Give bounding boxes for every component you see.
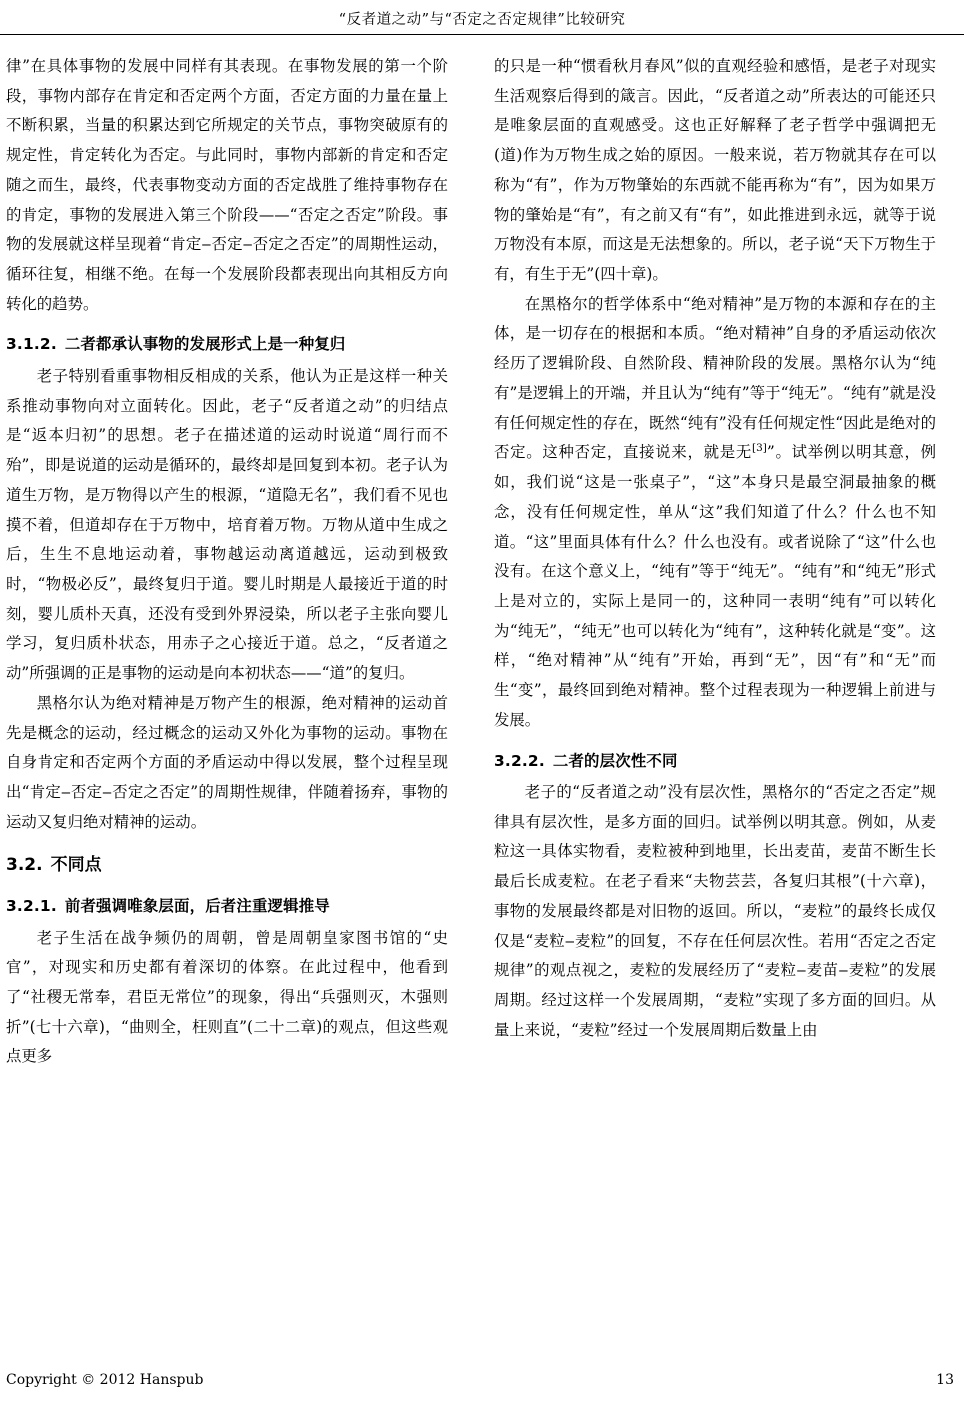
heading-3-2-2-title: 二者的层次性不同 (552, 751, 678, 770)
header-rule (0, 34, 964, 35)
paragraph-left-3: 老子生活在战争频仍的周朝，曾是周朝皇家图书馆的“史官”，对现实和历史都有着深切的体察。在此过程中，他看到了“社稷无常奉，君臣无常位”的现象，得出“兵强则灭，木强则折”(七十六章)，“曲则全，枉则直”(二十二章)的观点，但这些观点更多 (6, 928, 448, 1066)
heading-3-2-1 (6, 892, 448, 921)
heading-3-1-2-title: 二者都承认事物的发展形式上是一种复归 (64, 335, 346, 354)
paragraph-right-1-prefix: 在黑格尔的哲学体系中“绝对精神”是万物的本源和存在的主体，是一切存在的根据和本质。“绝对精神”自身的矛盾运动依次经历了逻辑阶段、自然阶段、精神阶段的发展。黑格尔认为“纯有”是逻辑上的开端，并且认为“纯有”等于“纯无”。“纯有”就是没有任何规定性的存在，既然“纯有”没有任何规定性“因此是绝对的否定。这种否定，直接说来，就是无 (494, 294, 936, 462)
paragraph-right-1 (494, 290, 936, 736)
paragraph-continued-right: 的只是一种“惯看秋月春风”似的直观经验和感悟，是老子对现实生活观察后得到的箴言。因此，“反者道之动”所表达的可能还只是唯象层面的直观感受。这也正好解释了老子哲学中强调把无(道)作为万物生成之始的原因。一般来说，若万物就其存在可以称为“有”，作为万物肇始的东西就不能再称为“有”，因为如果万物的肇始是“有”，有之前又有“有”，如此推进到永远，就等于说万物没有本原，而这是无法想象的。所以，老子说“天下万物生于有，有生于无”(四十章)。 (494, 57, 936, 284)
two-column-body (0, 52, 964, 1352)
paragraph-right-2: 老子的“反者道之动”没有层次性，黑格尔的“否定之否定”规律具有层次性，是多方面的回归。试举例以明其意。例如，从麦粒这一具体实物看，麦粒被种到地里，长出麦苗，麦苗不断生长最后长成麦粒。在老子看来“夫物芸芸，各复归其根”(十六章)，事物的发展最终都是对旧物的返回。所以，“麦粒”的最终长成仅仅是“麦粒‒麦粒”的回复，不存在任何层次性。若用“否定之否定规律”的观点视之，麦粒的发展经历了“麦粒‒麦苗‒麦粒”的发展周期。经过这样一个发展周期，“麦粒”实现了多方面的回归。从量上来说，“麦粒”经过一个发展周期后数量上由 (494, 783, 936, 1039)
heading-3-2-1-title: 前者强调唯象层面，后者注重逻辑推导 (64, 897, 330, 916)
paragraph-right-1-suffix: ”。试举例以明其意，例如，我们说“这是一张桌子”，“这”本身只是最空洞最抽象的概念，没有任何规定性，单从“这”我们知道了什么？什么也不知道。“这”里面具体有什么？什么也没有。或者说除了“这”什么也没有。在这个意义上，“纯有”等于“纯无”。“纯有”和“纯无”形式上是对立的，实际上是同一的，这种同一表明“纯有”可以转化为“纯无”，“纯无”也可以转化为“纯有”，这种转化就是“变”。这样，“绝对精神”从“纯有”开始，再到“无”，因“有”和“无”而生“变”，最终回到绝对精神。整个过程表现为一种逻辑上前进与发展。 (494, 443, 936, 729)
copyright-notice: Copyright © 2012 Hanspub (6, 1372, 204, 1388)
heading-3-2-2-number: 3.2.2. (494, 751, 545, 770)
footnote-reference[interactable]: [3] (752, 442, 767, 455)
heading-3-1-2-number: 3.1.2. (6, 335, 57, 354)
left-column (0, 52, 482, 1352)
heading-3-2 (6, 850, 448, 881)
heading-3-2-2 (494, 747, 936, 776)
page-number: 13 (936, 1372, 954, 1388)
paragraph-left-2: 黑格尔认为绝对精神是万物产生的根源，绝对精神的运动首先是概念的运动，经过概念的运动又外化为事物的运动。事物在自身肯定和否定两个方面的矛盾运动中得以发展，整个过程呈现出“肯定‒否定‒否定之否定”的周期性规律，伴随着扬弃，事物的运动又复归绝对精神的运动。 (6, 693, 448, 831)
right-column (482, 52, 964, 1352)
page-footer (0, 1372, 964, 1392)
paragraph-left-1: 老子特别看重事物相反相成的关系，他认为正是这样一种关系推动事物向对立面转化。因此，老子“反者道之动”的归结点是“返本归初”的思想。老子在描述道的运动时说道“周行而不殆”，即是说道的运动是循环的，最终却是回复到本初。老子认为道生万物，是万物得以产生的根源，“道隐无名”，我们看不见也摸不着，但道却存在于万物中，培育着万物。万物从道中生成之后，生生不息地运动着，事物越运动离道越远，运动到极致时，“物极必反”，最终复归于道。婴儿时期是人最接近于道的时刻，婴儿质朴天真，还没有受到外界浸染，所以老子主张向婴儿学习，复归质朴状态，用赤子之心接近于道。总之，“反者道之动”所强调的正是事物的运动是向本初状态——“道”的复归。 (6, 366, 448, 683)
heading-3-2-title: 不同点 (50, 855, 102, 876)
heading-3-1-2 (6, 330, 448, 359)
running-head: “反者道之动”与“否定之否定规律”比较研究 (338, 12, 626, 28)
heading-3-2-number: 3.2. (6, 855, 43, 876)
paragraph-continued-left: 律”在具体事物的发展中同样有其表现。在事物发展的第一个阶段，事物内部存在肯定和否定两个方面，否定方面的力量在量上不断积累，当量的积累达到它所规定的关节点，事物突破原有的规定性，肯定转化为否定。与此同时，事物内部新的肯定和否定随之而生，最终，代表事物变动方面的否定战胜了维持事物存在的肯定，事物的发展进入第三个阶段——“否定之否定”阶段。事物的发展就这样呈现着“肯定‒否定‒否定之否定”的周期性运动，循环往复，相继不绝。在每一个发展阶段都表现出向其相反方向转化的趋势。 (6, 57, 448, 313)
heading-3-2-1-number: 3.2.1. (6, 897, 57, 916)
